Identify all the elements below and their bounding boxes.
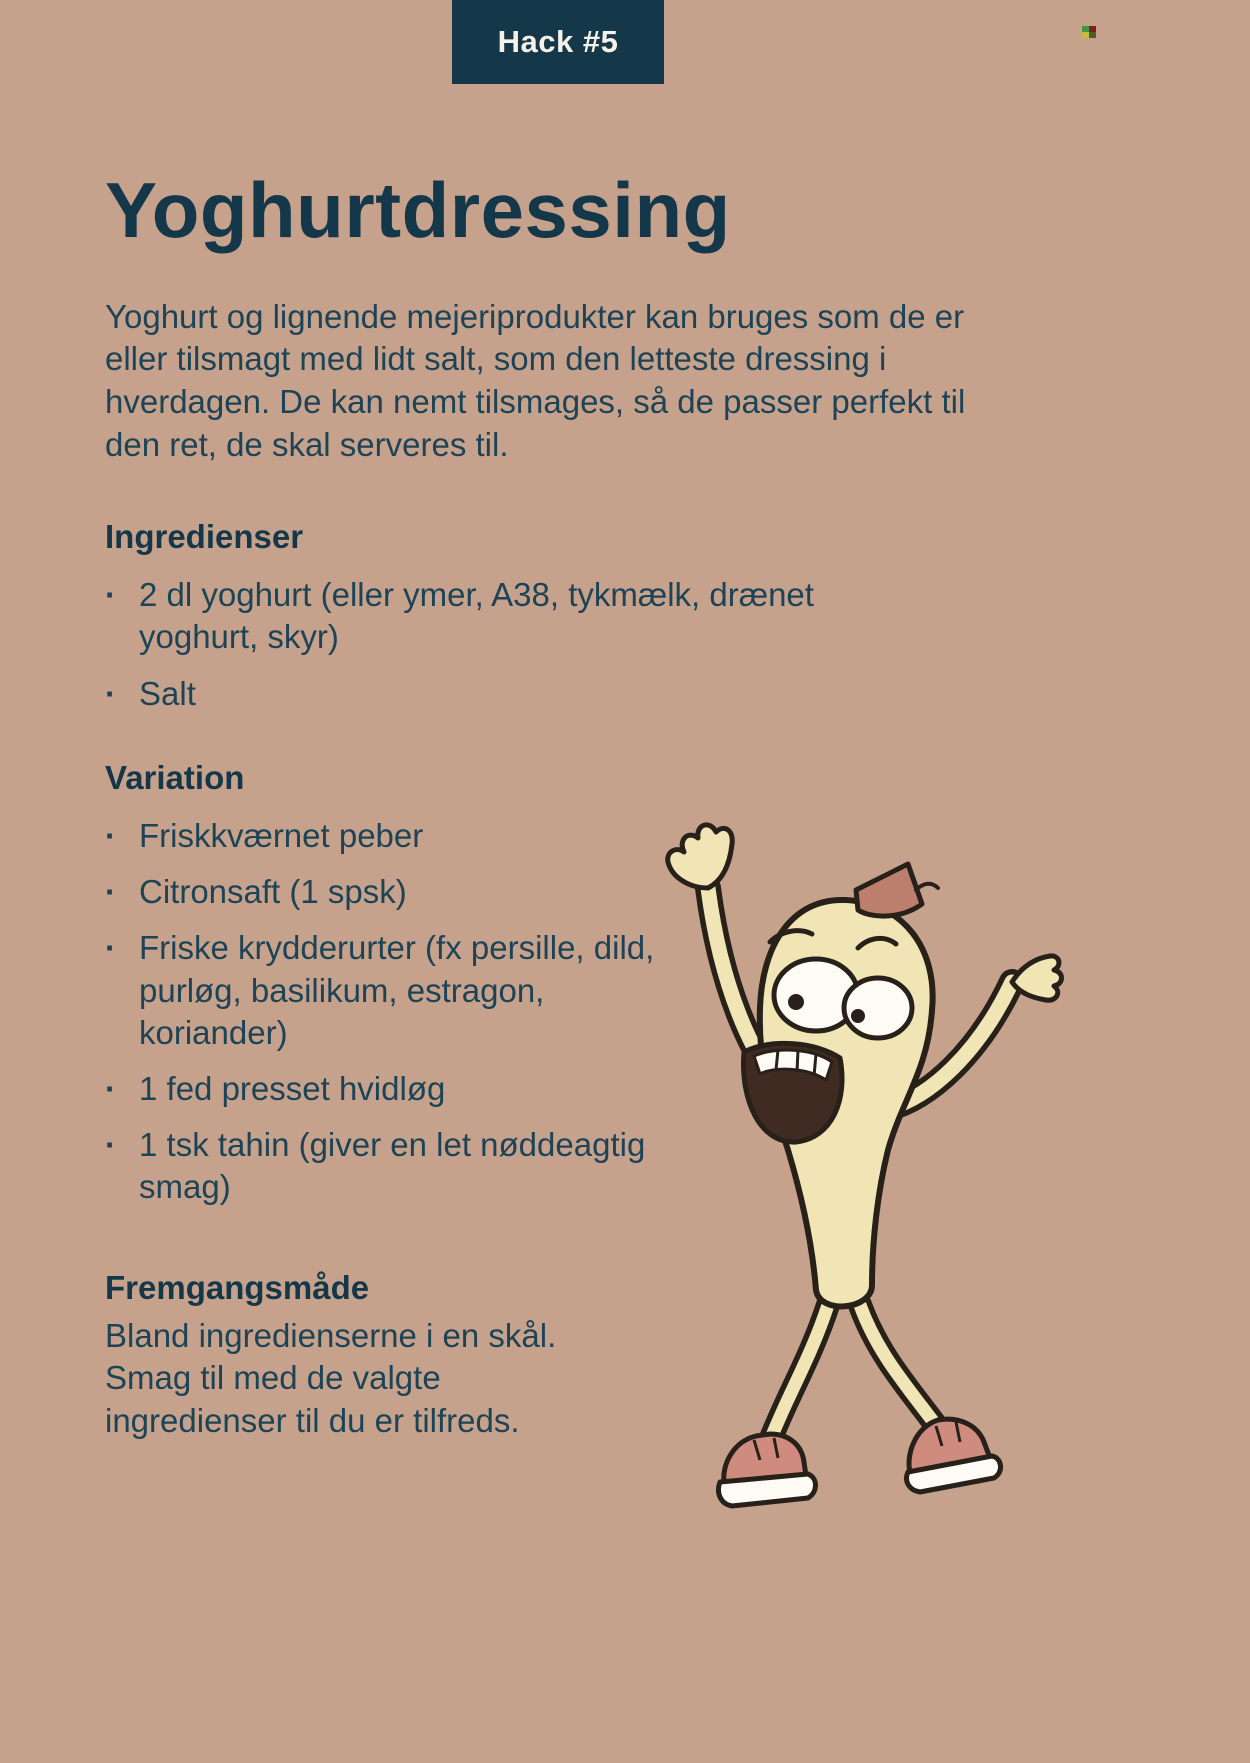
method-paragraph: Bland ingredienserne i en skål. Smag til med de valgte ingredienser til du er tilfreds. [105, 1316, 557, 1439]
method-heading: Fremgangsmåde [105, 1268, 370, 1306]
bullet-icon [105, 574, 139, 658]
variation-text: 1 fed presset hvidløg [139, 1070, 446, 1108]
list-item [105, 1124, 1035, 1208]
list-item [105, 1068, 1035, 1110]
list-item [105, 574, 1035, 658]
list-item [105, 927, 1035, 1054]
pixel-glitch-icon [1082, 26, 1096, 38]
list-item [105, 673, 1035, 715]
list-item [105, 871, 1035, 913]
hack-number-badge [452, 0, 664, 84]
variation-text: Friske krydderurter (fx persille, dild, purløg, basilikum, estragon, koriander) [139, 929, 655, 1051]
ingredients-list [105, 574, 1035, 715]
variation-text: 1 tsk tahin (giver en let nøddeagtig smag) [139, 1126, 646, 1206]
bullet-icon [105, 1124, 139, 1208]
variation-text: Citronsaft (1 spsk) [139, 873, 407, 911]
variation-list [105, 815, 1035, 1209]
intro-paragraph: Yoghurt og lignende mejeriprodukter kan bruges som de er eller tilsmagt med lidt salt, som den letteste dressing i hverdagen. De kan nemt tilsmages, så de passer perfekt til den ret, de skal serveres til. [105, 297, 966, 463]
list-item [105, 815, 1035, 857]
bullet-icon [105, 871, 139, 913]
recipe-content [105, 166, 1035, 1442]
page-title: Yoghurtdressing [105, 166, 731, 254]
hack-number-label: Hack #5 [497, 24, 619, 59]
variation-heading: Variation [105, 758, 245, 796]
variation-text: Friskkværnet peber [139, 816, 424, 854]
bullet-icon [105, 1068, 139, 1110]
ingredients-heading: Ingredienser [105, 518, 304, 556]
ingredient-text: Salt [139, 674, 196, 712]
bullet-icon [105, 673, 139, 715]
ingredient-text: 2 dl yoghurt (eller ymer, A38, tykmælk, drænet yoghurt, skyr) [139, 576, 814, 656]
bullet-icon [105, 927, 139, 1054]
bullet-icon [105, 815, 139, 857]
